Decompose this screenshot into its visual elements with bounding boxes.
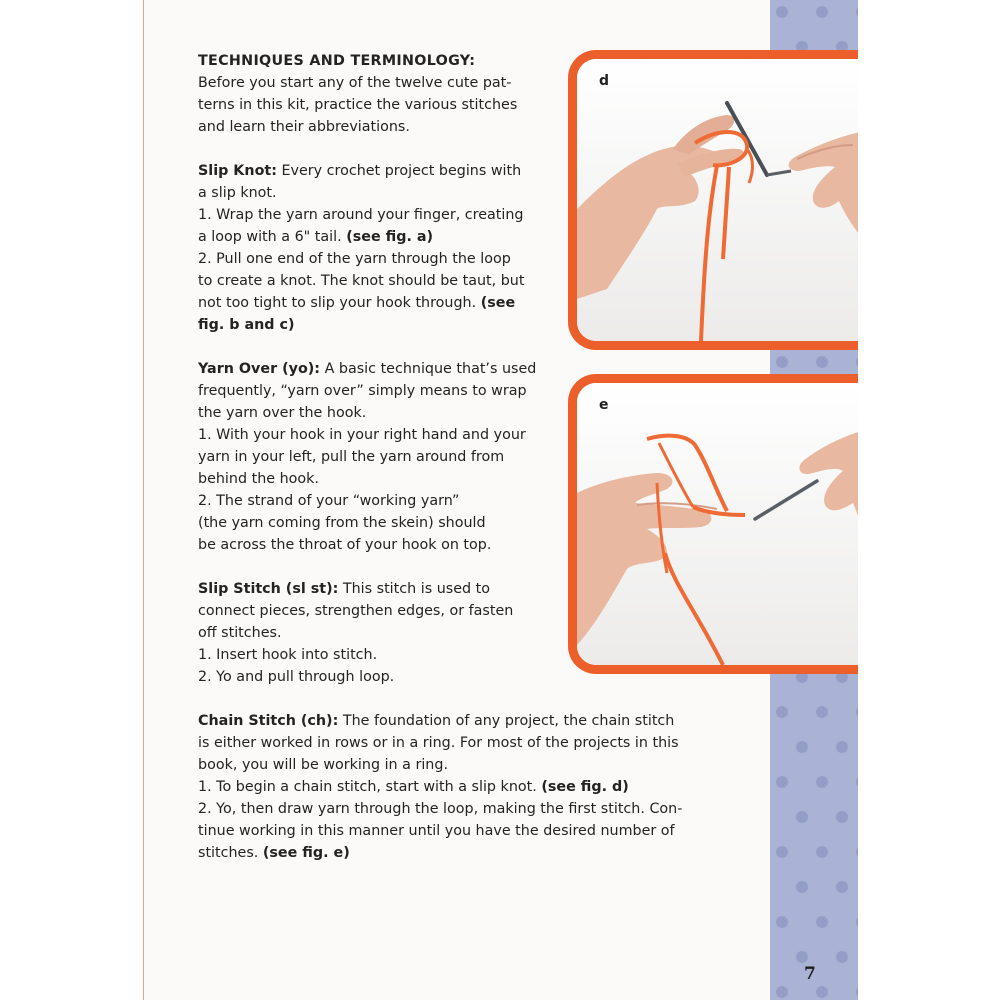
term-chain-stitch: Chain Stitch (ch): <box>198 713 339 729</box>
hands-chain-stitch-illustration <box>577 383 858 665</box>
figure-label: e <box>599 397 609 413</box>
body-text: behind the hook. <box>198 471 319 487</box>
body-text: 1. With your hook in your right hand and your <box>198 427 526 443</box>
body-text: off stitches. <box>198 625 282 641</box>
section-heading: TECHNIQUES AND TERMINOLOGY: <box>198 53 476 69</box>
figure-e-photo <box>568 374 858 674</box>
figure-reference: fig. b and c) <box>198 317 295 333</box>
intro-line: Before you start any of the twelve cute pat- <box>198 75 512 91</box>
body-text: 1. To begin a chain stitch, start with a slip knot. <box>198 779 542 795</box>
body-text: a loop with a 6" tail. <box>198 229 347 245</box>
body-text: This stitch is used to <box>338 581 490 597</box>
body-text: 1. Insert hook into stitch. <box>198 647 378 663</box>
body-text: 1. Wrap the yarn around your finger, creating <box>198 207 524 223</box>
body-text: tinue working in this manner until you have the desired number of <box>198 823 675 839</box>
body-text: 2. Yo, then draw yarn through the loop, making the first stitch. Con- <box>198 801 683 817</box>
body-text: stitches. <box>198 845 263 861</box>
figure-reference: (see <box>480 295 516 311</box>
figure-label: d <box>599 73 610 89</box>
intro-line: and learn their abbreviations. <box>198 119 410 135</box>
term-slip-knot: Slip Knot: <box>198 163 277 179</box>
body-text: 2. Yo and pull through loop. <box>198 669 395 685</box>
intro-line: terns in this kit, practice the various stitches <box>198 97 518 113</box>
page-number: 7 <box>804 964 816 984</box>
term-slip-stitch: Slip Stitch (sl st): <box>198 581 339 597</box>
hands-slip-knot-illustration <box>577 59 858 341</box>
body-text: the yarn over the hook. <box>198 405 367 421</box>
body-text: to create a knot. The knot should be taut, but <box>198 273 525 289</box>
figure-d-photo <box>568 50 858 350</box>
body-text: yarn in your left, pull the yarn around from <box>198 449 505 465</box>
body-text: a slip knot. <box>198 185 277 201</box>
body-text: 2. The strand of your “working yarn” <box>198 493 460 509</box>
book-page <box>143 0 858 1000</box>
term-yarn-over: Yarn Over (yo): <box>198 361 321 377</box>
chain-stitch-section <box>198 710 718 864</box>
body-text: A basic technique that’s used <box>320 361 537 377</box>
body-text: book, you will be working in a ring. <box>198 757 448 773</box>
body-text: be across the throat of your hook on top. <box>198 537 492 553</box>
figure-reference: (see fig. a) <box>346 229 434 245</box>
body-text: connect pieces, strengthen edges, or fasten <box>198 603 514 619</box>
body-text: Every crochet project begins with <box>276 163 522 179</box>
body-text: (the yarn coming from the skein) should <box>198 515 486 531</box>
body-text: is either worked in rows or in a ring. For most of the projects in this <box>198 735 679 751</box>
body-text: 2. Pull one end of the yarn through the loop <box>198 251 511 267</box>
figure-reference: (see fig. d) <box>541 779 629 795</box>
body-text: frequently, “yarn over” simply means to wrap <box>198 383 527 399</box>
body-text: The foundation of any project, the chain stitch <box>338 713 675 729</box>
body-text: not too tight to slip your hook through. <box>198 295 481 311</box>
figure-reference: (see fig. e) <box>262 845 350 861</box>
